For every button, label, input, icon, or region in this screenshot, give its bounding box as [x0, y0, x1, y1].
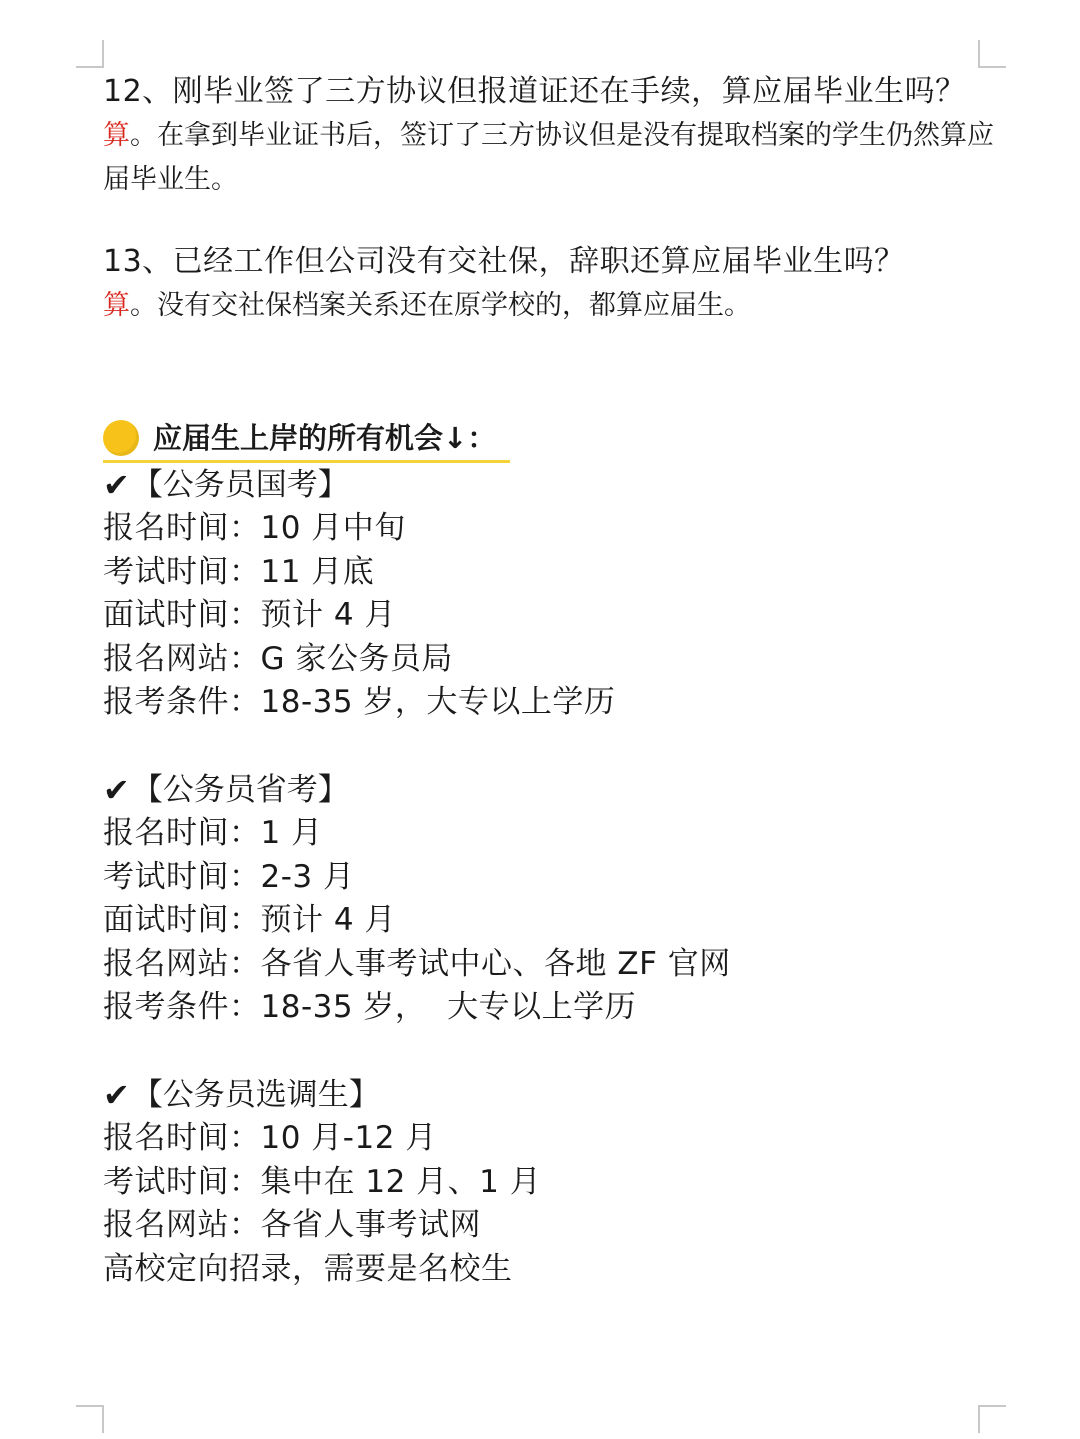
- exam-title: [103, 463, 1003, 507]
- faq-question: 13、已经工作但公司没有交社保，辞职还算应届毕业生吗？: [103, 244, 905, 279]
- exam-detail: 考试时间：11 月底: [103, 553, 375, 590]
- exam-detail: 考试时间：2-3 月: [103, 858, 355, 895]
- exam-detail: 面试时间：预计 4 月: [103, 597, 396, 634]
- faq-answer: [103, 114, 1003, 202]
- exam-detail: 报名网站：G 家公务员局: [103, 640, 453, 677]
- exam-section-provincial: [103, 768, 1003, 1030]
- exam-detail: 报考条件：18-35 岁， 大专以上学历: [103, 989, 637, 1026]
- exam-detail: 报考条件：18-35 岁，大专以上学历: [103, 684, 616, 721]
- exam-detail: 考试时间：集中在 12 月、1 月: [103, 1163, 542, 1200]
- document-body: [103, 70, 1003, 1334]
- answer-highlight: 算: [103, 290, 130, 321]
- corner-mark-top-right: [978, 40, 1006, 68]
- exam-title: [103, 768, 1003, 812]
- exam-section-national: [103, 463, 1003, 725]
- exam-title: [103, 1073, 1003, 1117]
- checkmark-icon: ✔: [103, 466, 130, 504]
- exam-title-text: 【公务员国考】: [131, 467, 349, 503]
- corner-mark-bottom-left: [76, 1405, 104, 1433]
- exam-section-selection: [103, 1073, 1003, 1291]
- answer-highlight: 算: [103, 120, 130, 151]
- exam-detail: 报名时间：10 月中旬: [103, 510, 406, 546]
- exam-detail: 报名网站：各省人事考试中心、各地 ZF 官网: [103, 945, 731, 982]
- section-heading-text: 应届生上岸的所有机会↓：: [153, 421, 497, 455]
- exam-title-text: 【公务员省考】: [131, 771, 349, 808]
- yellow-circle-icon: [103, 420, 139, 456]
- exam-detail: 报名网站：各省人事考试网: [103, 1207, 481, 1244]
- answer-text: 。在拿到毕业证书后，签订了三方协议但是没有提取档案的学生仍然算应届毕业生。: [103, 120, 994, 195]
- section-heading: [103, 416, 510, 463]
- faq-item-13: [103, 240, 1003, 328]
- checkmark-icon: ✔: [103, 770, 130, 809]
- corner-mark-top-left: [76, 40, 104, 68]
- checkmark-icon: ✔: [103, 1075, 130, 1114]
- answer-text: 。没有交社保档案关系还在原学校的，都算应届生。: [130, 290, 751, 321]
- faq-item-12: [103, 70, 1003, 202]
- exam-detail: 报名时间：1 月: [103, 814, 323, 851]
- exam-detail: 高校定向招录，需要是名校生: [103, 1250, 513, 1287]
- exam-detail: 报名时间：10 月-12 月: [103, 1119, 437, 1156]
- exam-detail: 面试时间：预计 4 月: [103, 902, 396, 939]
- faq-answer: [103, 284, 1003, 328]
- faq-question: 12、刚毕业签了三方协议但报道证还在手续，算应届毕业生吗？: [103, 74, 966, 109]
- exam-title-text: 【公务员选调生】: [131, 1076, 380, 1113]
- corner-mark-bottom-right: [978, 1405, 1006, 1433]
